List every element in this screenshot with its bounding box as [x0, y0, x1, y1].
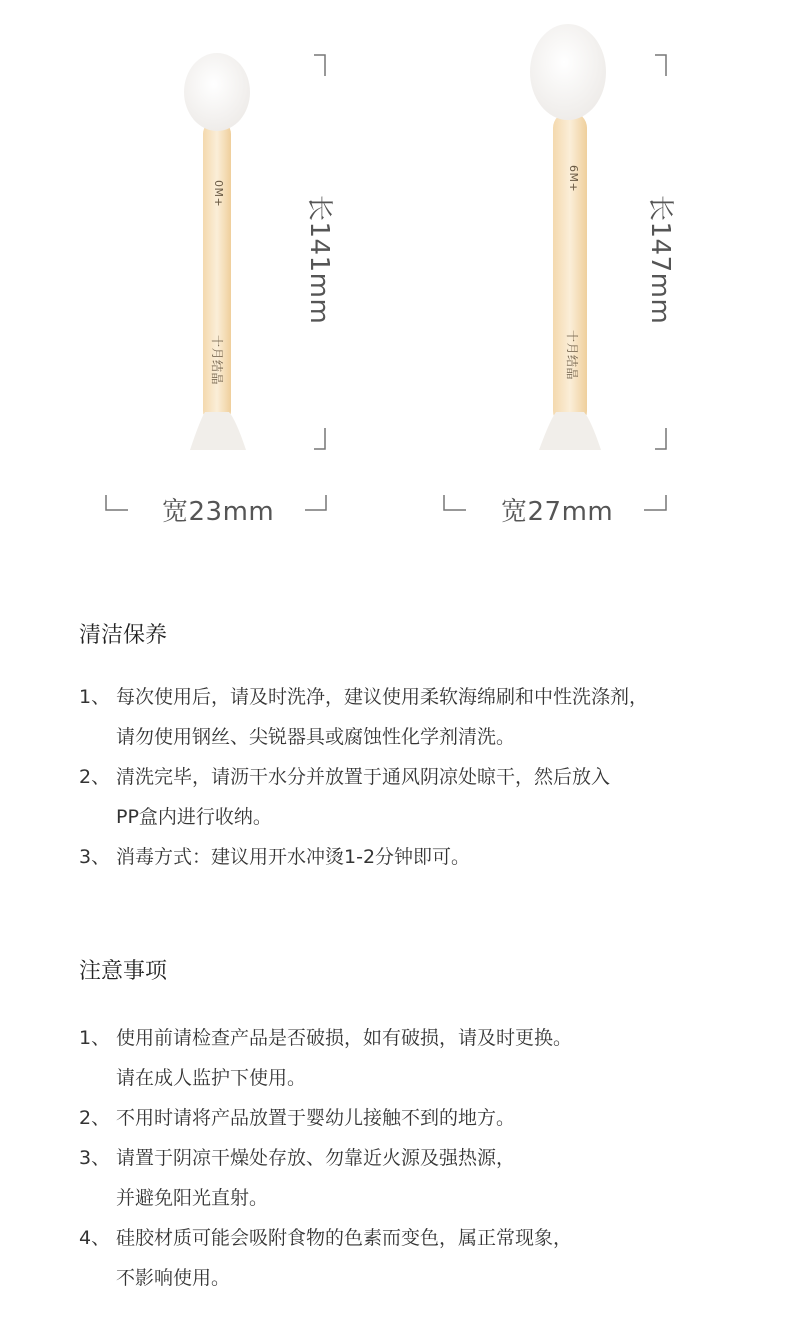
large-spoon-base	[539, 412, 601, 450]
notice-item-2: 2、 不用时请将产品放置于婴幼儿接触不到的地方。	[79, 1107, 516, 1129]
care-item-1-continued: 请勿使用钢丝、尖锐器具或腐蚀性化学剂清洗。	[116, 726, 516, 748]
large-spoon	[530, 24, 606, 450]
small-spoon-head	[184, 53, 250, 131]
product-dimension-figure	[0, 0, 790, 560]
small-spoon-base	[190, 412, 246, 450]
notice-section-title: 注意事项	[79, 959, 168, 984]
notice-item-3-continued: 并避免阳光直射。	[116, 1187, 269, 1209]
notice-item-1-continued: 请在成人监护下使用。	[116, 1067, 307, 1089]
notice-item-3: 3、 请置于阴凉干燥处存放、勿靠近火源及强热源，	[79, 1147, 516, 1169]
care-item-3: 3、 消毒方式：建议用开水冲烫1-2分钟即可。	[79, 846, 471, 868]
care-item-2-continued: PP盒内进行收纳。	[116, 806, 272, 828]
small-spoon-length: 长141mm	[304, 195, 334, 325]
care-item-1: 1、 每次使用后，请及时洗净，建议使用柔软海绵刷和中性洗涤剂，	[79, 686, 649, 708]
notice-item-4: 4、 硅胶材质可能会吸附食物的色素而变色，属正常现象，	[79, 1227, 573, 1249]
large-spoon-head	[530, 24, 606, 120]
large-spoon-age-mark: 6M+	[567, 165, 580, 193]
notice-item-4-continued: 不影响使用。	[116, 1267, 231, 1289]
small-spoon-brand-mark: 十月结晶	[210, 335, 224, 386]
care-item-2: 2、 清洗完毕，请沥干水分并放置于通风阴凉处晾干，然后放入	[79, 766, 611, 788]
care-section-title: 清洁保养	[79, 623, 168, 648]
small-spoon	[184, 53, 250, 450]
large-spoon-width: 宽27mm	[501, 497, 614, 527]
small-spoon-width: 宽23mm	[162, 497, 275, 527]
large-spoon-brand-mark: 十月结晶	[565, 330, 579, 381]
large-spoon-length: 长147mm	[645, 195, 675, 325]
notice-item-1: 1、 使用前请检查产品是否破损，如有破损，请及时更换。	[79, 1027, 573, 1049]
small-spoon-age-mark: 0M+	[212, 180, 225, 208]
